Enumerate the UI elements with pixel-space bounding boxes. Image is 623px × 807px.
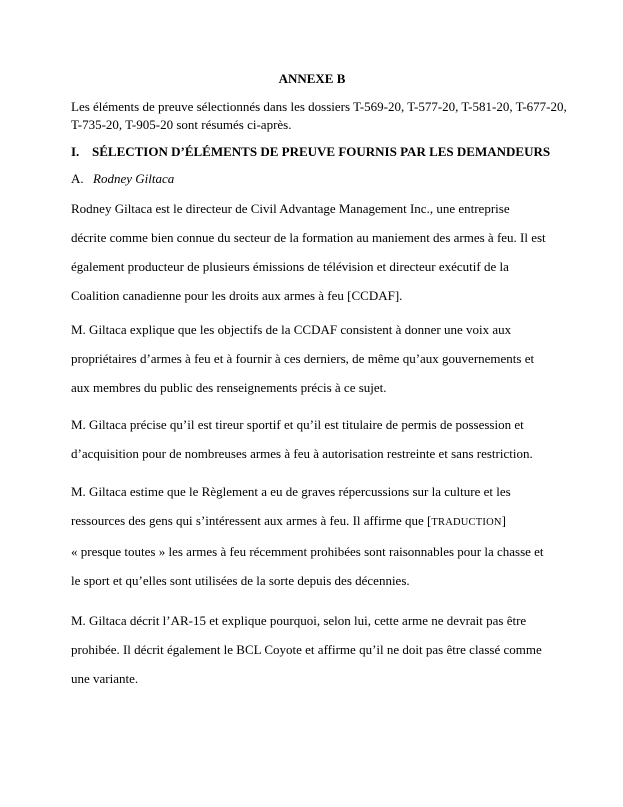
text-line: Coalition canadienne pour les droits aux armes à feu [CCDAF]. [71, 288, 403, 303]
text-line: M. Giltaca précise qu’il est tireur sportif et qu’il est titulaire de permis de possession et [71, 417, 524, 432]
page-title: ANNEXE B [278, 71, 346, 86]
text-line: aux membres du public des renseignements précis à ce sujet. [71, 380, 387, 395]
text-line: également producteur de plusieurs émissions de télévision et directeur exécutif de la [71, 259, 509, 274]
paragraph [71, 315, 553, 402]
text-line: propriétaires d’armes à feu et à fournir à ces derniers, de même qu’aux gouvernements et [71, 351, 535, 366]
text-line: M. Giltaca estime que le Règlement a eu de graves répercussions sur la culture et les [71, 484, 511, 499]
text-line: Les éléments de preuve sélectionnés dans les dossiers T-569-20, T-577-20, T-581-20, T-677-20, [71, 99, 567, 114]
paragraph [71, 194, 553, 310]
text-line: ressources des gens qui s’intéressent aux armes à feu. Il affirme que [TRADUCTION] [71, 513, 506, 528]
smallcaps-text: TRADUCTION [431, 517, 502, 528]
text-line: Rodney Giltaca est le directeur de Civil Advantage Management Inc., une entreprise [71, 201, 510, 216]
paragraph [71, 410, 553, 468]
paragraph [71, 606, 553, 693]
subsection-heading-letter: A. [71, 171, 84, 186]
text-line: une variante. [71, 671, 139, 686]
text-line: décrite comme bien connue du secteur de la formation au maniement des armes à feu. Il est [71, 230, 546, 245]
subsection-heading [71, 170, 553, 188]
document-body [71, 194, 553, 693]
text-line: prohibée. Il décrit également le BCL Coyote et affirme qu’il ne doit pas être classé comme [71, 642, 542, 657]
paragraph [71, 477, 553, 595]
text-line: « presque toutes » les armes à feu récemment prohibées sont raisonnables pour la chasse et [71, 544, 544, 559]
section-heading [71, 143, 553, 161]
text-line: le sport et qu’elles sont utilisées de la sorte depuis des décennies. [71, 573, 410, 588]
text-line: T-735-20, T-905-20 sont résumés ci-après. [71, 117, 292, 132]
intro-paragraph [71, 98, 567, 134]
section-heading-number: I. [71, 144, 80, 159]
text-line: d’acquisition pour de nombreuses armes à feu à autorisation restreinte et sans restriction. [71, 446, 533, 461]
subsection-heading-text: Rodney Giltaca [93, 171, 175, 186]
text-line: M. Giltaca explique que les objectifs de la CCDAF consistent à donner une voix aux [71, 322, 512, 337]
text-line: M. Giltaca décrit l’AR-15 et explique pourquoi, selon lui, cette arme ne devrait pas être [71, 613, 527, 628]
section-heading-text: SÉLECTION D’ÉLÉMENTS DE PREUVE FOURNIS PAR LES DEMANDEURS [92, 144, 551, 159]
